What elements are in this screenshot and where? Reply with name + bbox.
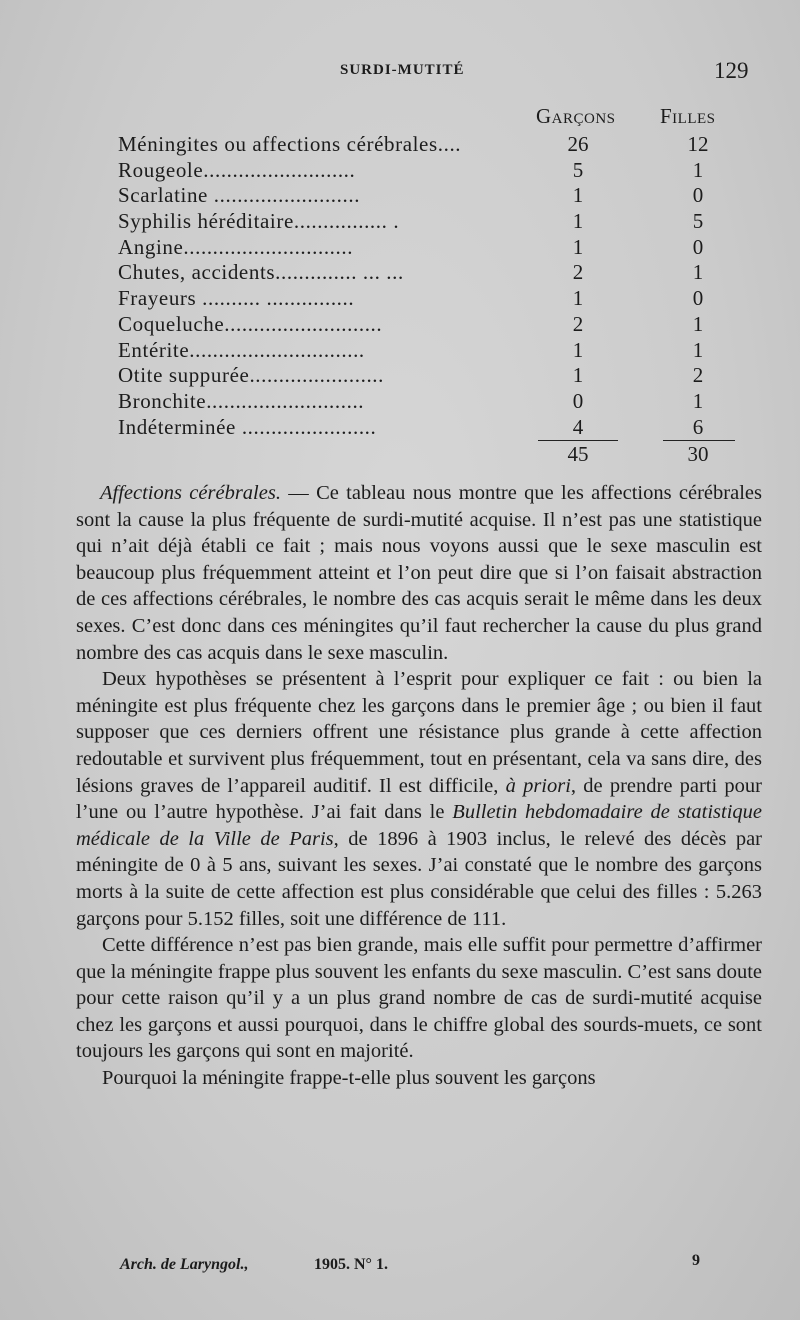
table-row xyxy=(118,415,738,441)
row-label: Scarlatine ......................... xyxy=(118,183,361,208)
paragraph-3: Cette différence n’est pas bien grande, mais elle suffit pour permettre d’affirmer que la méningite frappe plus souvent les enfants du sexe masculin. C’est sans doute pour cette raison qu’il y a un plus grand nombre de cas de surdi-mutité acquise chez les garçons et aussi pourquoi, dans le chiffre global des sourds-muets, ce sont toujours les garçons qui sont en majorité. xyxy=(76,934,762,1063)
table-row xyxy=(118,209,738,235)
table-body xyxy=(118,132,738,440)
signature-mark: 9 xyxy=(692,1252,700,1269)
paragraph-2-text-c: , de 1896 à 1903 inclus, le relevé des décès par méningite de 0 à 5 ans, suivant les sexes. J’ai constaté que le nombre des garçons morts à la suite de cette affection est plus considérable que celui des filles : 5.263 garçons pour 5.152 filles, soit une différence de 111. xyxy=(76,827,763,930)
running-title: SURDI-MUTITÉ xyxy=(340,62,465,78)
table-totals-row xyxy=(118,440,738,468)
cell-filles: 1 xyxy=(692,157,704,182)
row-label: Otite suppurée....................... xyxy=(118,363,384,388)
total-rule-garcons xyxy=(538,440,618,441)
cell-garcons: 2 xyxy=(572,311,584,336)
paragraph-2-text-a: Deux hypothèses se présentent à l’esprit pour expliquer ce fait : ou bien la méningite est plus fréquente chez les garçons dans le premier âge ; ou bien il faut supposer que ces derniers offrent une résistance plus grande à cette affection redoutable et survivent plus fréquemment, tout en présentant, cela va sans dire, des lésions graves de l’appareil auditif. Il est difficile, xyxy=(76,668,762,797)
table-row xyxy=(118,389,738,415)
cell-garcons: 1 xyxy=(572,337,584,362)
row-label: Indéterminée ....................... xyxy=(118,414,377,439)
table-row xyxy=(118,183,738,209)
page-header xyxy=(0,58,800,88)
table-row xyxy=(118,363,738,389)
table-header-row xyxy=(118,104,738,132)
paragraph-2-text-b: , de prendre parti pour l’une ou l’autre hypothèse. J’ai fait dans le xyxy=(76,774,762,824)
table-row xyxy=(118,158,738,184)
paragraph-4: Pourquoi la méningite frappe-t-elle plus souvent les garçons xyxy=(102,1067,596,1090)
table-row xyxy=(118,286,738,312)
cell-garcons: 1 xyxy=(572,363,584,388)
total-filles: 30 xyxy=(687,442,709,467)
cell-filles: 12 xyxy=(687,132,709,156)
cell-garcons: 1 xyxy=(572,286,584,311)
total-rule-filles xyxy=(663,440,735,441)
table-row xyxy=(118,235,738,261)
body-text xyxy=(76,480,762,1092)
cell-garcons: 4 xyxy=(572,414,584,439)
cell-garcons: 26 xyxy=(567,132,589,156)
row-label: Angine............................. xyxy=(118,234,354,259)
total-garcons: 45 xyxy=(567,442,589,467)
cell-garcons: 2 xyxy=(572,260,584,285)
cell-filles: 5 xyxy=(692,209,704,234)
cell-filles: 1 xyxy=(692,311,704,336)
row-label: Chutes, accidents.............. ... ... xyxy=(118,260,404,285)
row-label: Méningites ou affections cérébrales.... xyxy=(118,132,462,156)
cell-garcons: 1 xyxy=(572,209,584,234)
row-label: Syphilis héréditaire................ . xyxy=(118,209,400,234)
section-title: Affections cérébrales. xyxy=(100,482,281,504)
cell-garcons: 5 xyxy=(572,157,584,182)
table-row xyxy=(118,260,738,286)
column-header-filles: Filles xyxy=(660,104,716,128)
journal-year-issue: 1905. N° 1. xyxy=(314,1256,388,1273)
paragraph-1 xyxy=(76,480,762,666)
page-footer xyxy=(0,1252,800,1278)
bulletin-title: Bulletin hebdomadaire de statistique médicale de la Ville de Paris xyxy=(76,801,762,850)
table-row xyxy=(118,312,738,338)
paragraph-1-text: — Ce tableau nous montre que les affections cérébrales sont la cause la plus fréquente de surdi-mutité acquise. Il n’est pas une statistique qui n’ait déjà établi ce fait ; mais nous voyons aussi que le sexe masculin est beaucoup plus fréquemment atteint et l’on peut dire que si l’on faisait abstraction de ces affections cérébrales, le nombre des cas acquis serait le même dans les deux sexes. C’est donc dans ces méningites qu’il faut rechercher la cause du plus grand nombre des cas acquis dans le sexe masculin. xyxy=(76,482,762,664)
row-label: Frayeurs .......... ............... xyxy=(118,286,355,311)
column-header-garcons: Garçons xyxy=(536,104,616,128)
row-label: Coqueluche........................... xyxy=(118,311,383,336)
cell-filles: 0 xyxy=(692,286,704,311)
cell-filles: 0 xyxy=(692,183,704,208)
a-priori-term: à priori xyxy=(505,774,571,797)
cell-filles: 6 xyxy=(692,414,704,439)
cell-filles: 0 xyxy=(692,234,704,259)
cell-garcons: 1 xyxy=(572,234,584,259)
statistics-table xyxy=(118,104,738,468)
cell-filles: 1 xyxy=(692,388,704,413)
table-row xyxy=(118,132,738,158)
cell-garcons: 0 xyxy=(572,388,584,413)
table-row xyxy=(118,338,738,364)
paragraph-2 xyxy=(76,666,762,932)
cell-filles: 2 xyxy=(692,363,704,388)
row-label: Rougeole.......................... xyxy=(118,157,356,182)
row-label: Entérite.............................. xyxy=(118,337,365,362)
journal-name: Arch. de Laryngol., xyxy=(120,1256,249,1273)
cell-garcons: 1 xyxy=(572,183,584,208)
cell-filles: 1 xyxy=(692,337,704,362)
cell-filles: 1 xyxy=(692,260,704,285)
page-number: 129 xyxy=(714,58,749,83)
row-label: Bronchite........................... xyxy=(118,388,365,413)
